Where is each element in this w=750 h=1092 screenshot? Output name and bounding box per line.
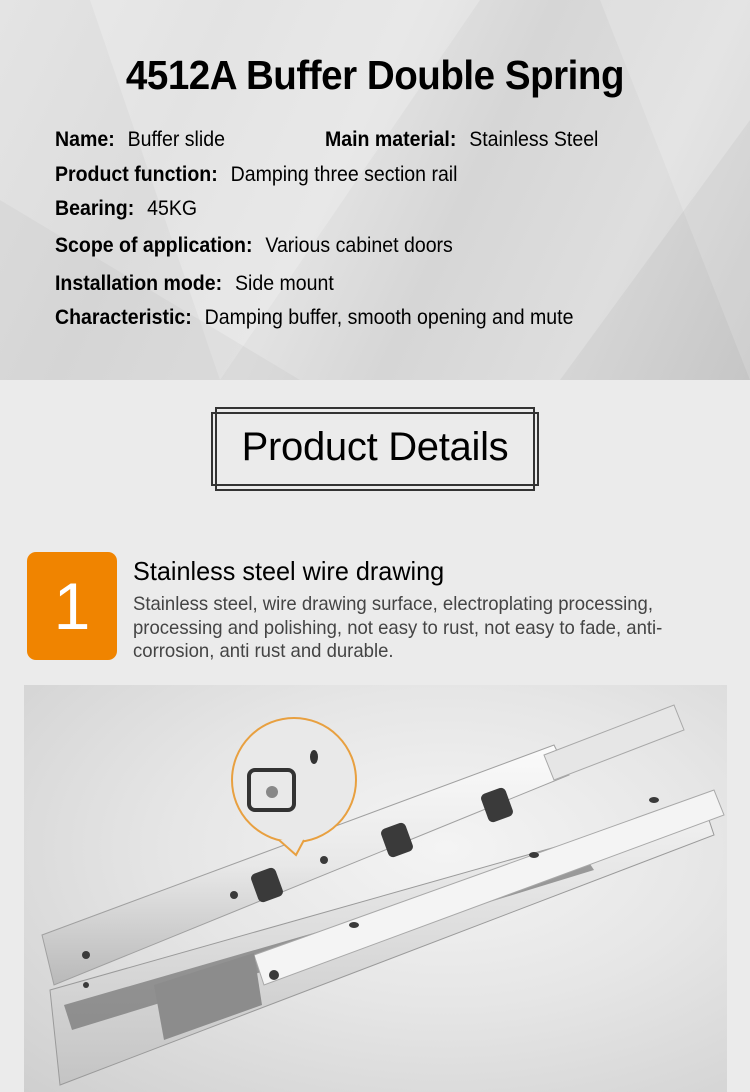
spec-label: Product function: xyxy=(55,163,218,186)
spec-installation xyxy=(55,272,334,296)
spec-characteristic xyxy=(55,306,573,330)
drawer-slide-illustration xyxy=(24,685,727,1092)
product-details-heading xyxy=(211,407,539,491)
spec-value: Stainless Steel xyxy=(469,128,599,151)
spec-value: 45KG xyxy=(147,197,198,220)
spec-function xyxy=(55,163,457,187)
spec-value: Damping buffer, smooth opening and mute xyxy=(204,306,574,329)
feature-title: Stainless steel wire drawing xyxy=(133,556,445,586)
spec-value: Damping three section rail xyxy=(230,163,458,186)
spec-label: Bearing: xyxy=(55,197,135,220)
hero-banner xyxy=(0,0,750,380)
product-title: 4512A Buffer Double Spring xyxy=(125,52,625,98)
spec-value: Buffer slide xyxy=(127,128,225,151)
section-title: Product Details xyxy=(241,425,509,469)
spec-value: Various cabinet doors xyxy=(265,234,453,257)
spec-scope xyxy=(55,234,453,258)
spec-label: Main material: xyxy=(325,128,457,151)
background-facet xyxy=(560,120,750,380)
spec-label: Characteristic: xyxy=(55,306,192,329)
spec-label: Installation mode: xyxy=(55,272,223,295)
spec-material xyxy=(325,128,598,152)
spec-value: Side mount xyxy=(234,272,334,295)
feature-number-badge: 1 xyxy=(27,552,117,660)
spec-label: Scope of application: xyxy=(55,234,253,257)
spec-label: Name: xyxy=(55,128,115,151)
spec-bearing xyxy=(55,197,197,221)
feature-description: Stainless steel, wire drawing surface, electroplating processing, processing and polishing, not easy to rust, not easy to fade, anti-corrosion, anti rust and durable. xyxy=(133,593,663,662)
spec-name xyxy=(55,128,225,152)
product-photo xyxy=(24,685,727,1092)
